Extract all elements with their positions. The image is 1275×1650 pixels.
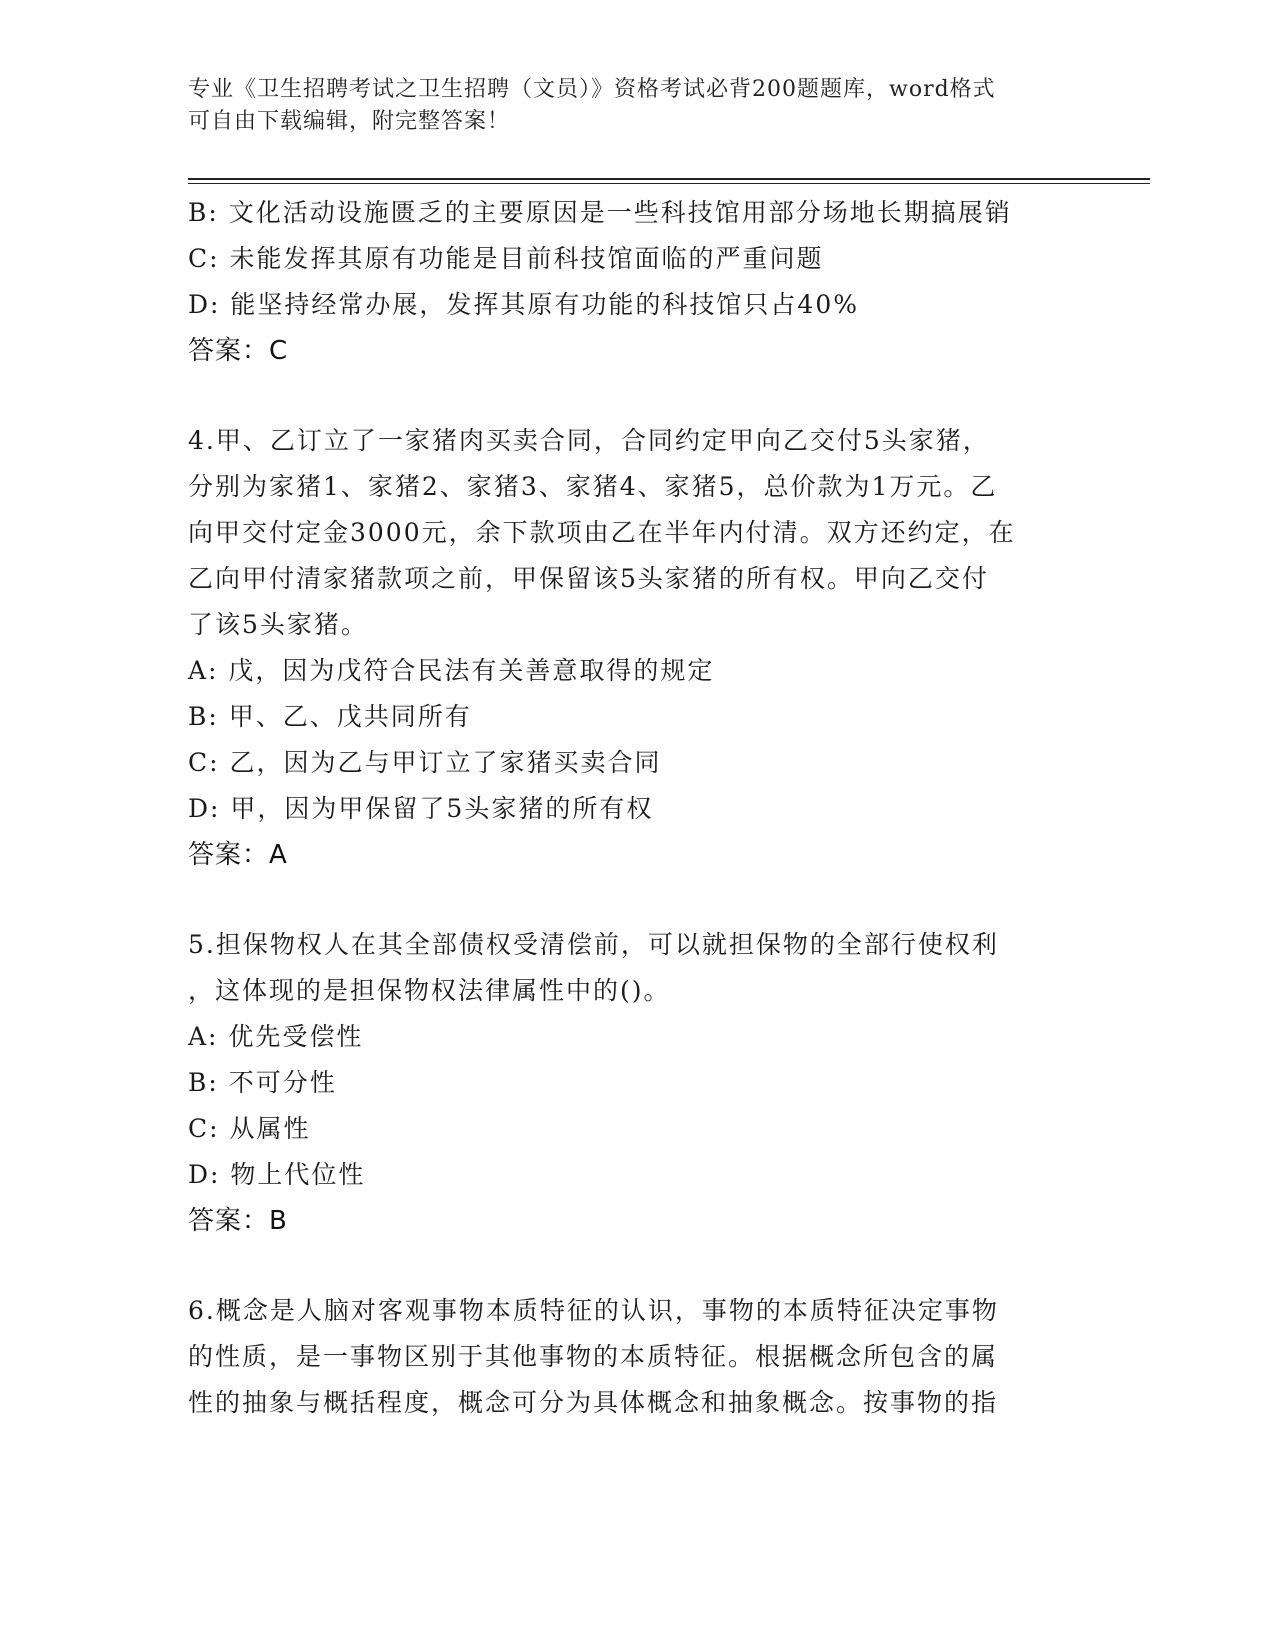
question-6 — [188, 1288, 1088, 1426]
document-body — [188, 190, 1088, 1426]
question-4 — [188, 418, 1088, 878]
question-stem-line: 分别为家猪1、家猪2、家猪3、家猪4、家猪5，总价款为1万元。乙 — [188, 472, 998, 501]
question-stem-line: 4.甲、乙订立了一家猪肉买卖合同，合同约定甲向乙交付5头家猪， — [188, 426, 990, 455]
header-line-1: 专业《卫生招聘考试之卫生招聘（文员）》资格考试必背200题题库，word格式 — [188, 77, 996, 102]
question-stem-line: 5.担保物权人在其全部债权受清偿前，可以就担保物的全部行使权利 — [188, 930, 999, 959]
question-5 — [188, 922, 1088, 1244]
question-stem-line: 乙向甲付清家猪款项之前，甲保留该5头家猪的所有权。甲向乙交付 — [188, 564, 989, 593]
option-d: D: 能坚持经常办展，发挥其原有功能的科技馆只占40% — [188, 290, 859, 319]
question-stem-line: 性的抽象与概括程度，概念可分为具体概念和抽象概念。按事物的指 — [188, 1388, 999, 1417]
question-stem-line: 向甲交付定金3000元，余下款项由乙在半年内付清。双方还约定，在 — [188, 518, 1016, 547]
question-stem-line: 了该5头家猪。 — [188, 610, 368, 639]
header-divider-thick — [188, 178, 1150, 180]
question-3-tail — [188, 190, 1088, 374]
option-c: C: 未能发挥其原有功能是目前科技馆面临的严重问题 — [188, 244, 824, 273]
option-a: A: 戊，因为戊符合民法有关善意取得的规定 — [188, 656, 715, 685]
document-header — [188, 74, 1068, 138]
answer-line: 答案：B — [188, 1206, 288, 1236]
option-d: D: 甲，因为甲保留了5头家猪的所有权 — [188, 794, 654, 823]
option-c: C: 从属性 — [188, 1114, 311, 1143]
answer-line: 答案：C — [188, 336, 289, 366]
option-a: A: 优先受偿性 — [188, 1022, 364, 1051]
option-b: B: 文化活动设施匮乏的主要原因是一些科技馆用部分场地长期搞展销 — [188, 198, 1012, 227]
question-stem-line: ，这体现的是担保物权法律属性中的()。 — [188, 976, 671, 1005]
question-stem-line: 6.概念是人脑对客观事物本质特征的认识，事物的本质特征决定事物 — [188, 1296, 999, 1325]
option-b: B: 不可分性 — [188, 1068, 337, 1097]
question-stem-line: 的性质，是一事物区别于其他事物的本质特征。根据概念所包含的属 — [188, 1342, 999, 1371]
answer-line: 答案：A — [188, 840, 288, 870]
header-divider-thin — [188, 183, 1150, 184]
header-line-2: 可自由下载编辑，附完整答案！ — [188, 109, 511, 134]
option-d: D: 物上代位性 — [188, 1160, 366, 1189]
option-b: B: 甲、乙、戊共同所有 — [188, 702, 472, 731]
option-c: C: 乙，因为乙与甲订立了家猪买卖合同 — [188, 748, 662, 777]
